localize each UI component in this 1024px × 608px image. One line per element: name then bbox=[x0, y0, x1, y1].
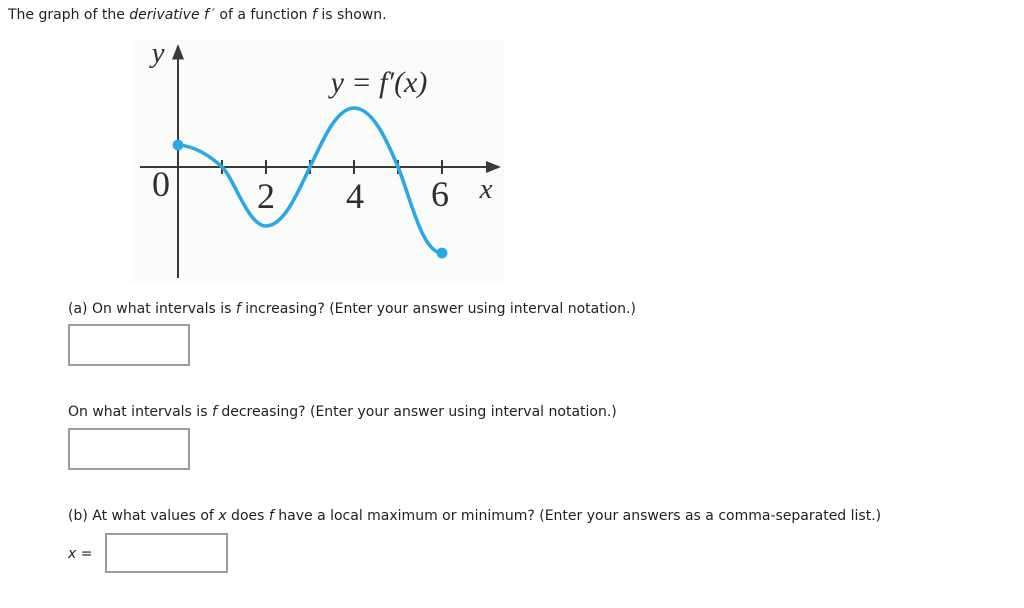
extrema-x-values-input[interactable] bbox=[105, 533, 228, 573]
derivative-graph-svg bbox=[132, 40, 505, 283]
y-axis-label: y bbox=[151, 40, 165, 69]
question-b-part: (b) At what values of bbox=[68, 508, 219, 524]
equals-sign: = bbox=[76, 546, 93, 562]
x-axis-label: x bbox=[479, 173, 493, 205]
question-b-part: does bbox=[226, 508, 269, 524]
problem-statement bbox=[8, 7, 387, 23]
tick-label-2: 2 bbox=[257, 176, 275, 216]
x-equals-label bbox=[68, 546, 92, 562]
y-axis-arrow-icon bbox=[172, 44, 184, 60]
question-b-f-symbol: f bbox=[268, 508, 274, 524]
question-a-text bbox=[68, 301, 636, 317]
x-axis-arrow-icon bbox=[486, 161, 501, 173]
statement-text: is shown. bbox=[316, 7, 387, 23]
x-symbol: x bbox=[68, 546, 77, 562]
origin-label: 0 bbox=[152, 164, 170, 204]
question-a-f-symbol: f bbox=[235, 301, 241, 317]
question-b-part: have a local maximum or minimum? (Enter your answers as a comma-separated list.) bbox=[273, 508, 882, 524]
statement-text: of a function bbox=[214, 7, 313, 23]
curve-left-endpoint-dot bbox=[173, 140, 184, 151]
question-a-part: (a) On what intervals is bbox=[68, 301, 236, 317]
derivative-curve bbox=[178, 108, 442, 253]
derivative-graph-figure bbox=[132, 40, 505, 283]
curve-right-endpoint-dot bbox=[437, 248, 448, 259]
question-decreasing-part: On what intervals is bbox=[68, 404, 212, 420]
statement-f-symbol: f bbox=[312, 7, 317, 23]
curve-equation-label: y = f′(x) bbox=[330, 66, 428, 99]
question-decreasing-text bbox=[68, 404, 617, 420]
decreasing-intervals-input[interactable] bbox=[68, 428, 190, 470]
increasing-intervals-input[interactable] bbox=[68, 324, 190, 366]
question-a-part: increasing? (Enter your answer using interval notation.) bbox=[240, 301, 636, 317]
tick-label-4: 4 bbox=[346, 176, 364, 216]
statement-derivative-term: derivative f ′ bbox=[129, 7, 215, 23]
question-b-x-symbol: x bbox=[218, 508, 227, 524]
question-decreasing-f-symbol: f bbox=[211, 404, 217, 420]
tick-label-6: 6 bbox=[431, 174, 449, 214]
statement-text: The graph of the bbox=[8, 7, 130, 23]
question-decreasing-part: decreasing? (Enter your answer using interval notation.) bbox=[216, 404, 617, 420]
question-b-text bbox=[68, 508, 881, 524]
